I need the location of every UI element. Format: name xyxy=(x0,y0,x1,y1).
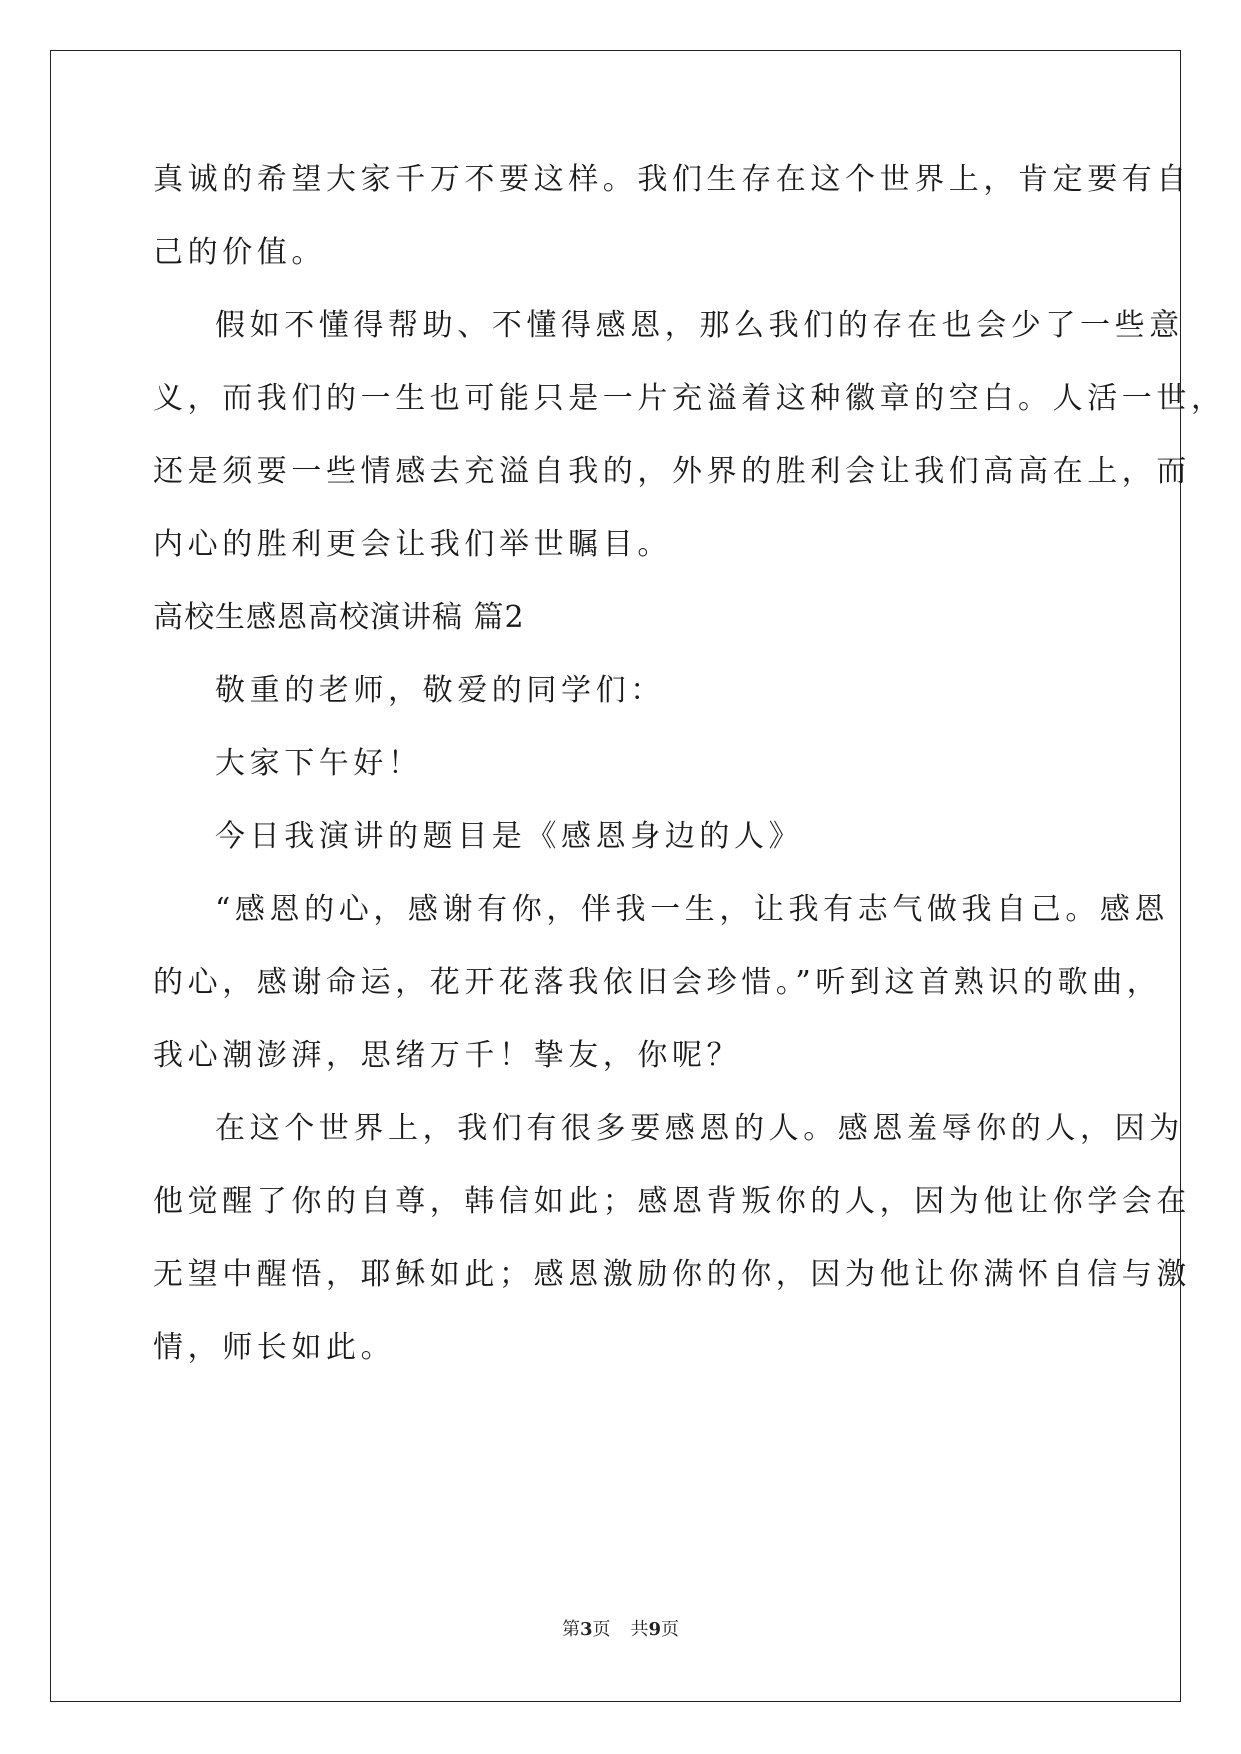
text-line: 己的价值。 xyxy=(153,235,326,270)
footer-prefix: 第 xyxy=(561,1619,580,1640)
text-line: 的心，感谢命运，花开花落我依旧会珍惜。”听到这首熟识的歌曲， xyxy=(153,965,1162,1000)
total-page-number: 9 xyxy=(648,1619,662,1640)
text-line: 他觉醒了你的自尊，韩信如此；感恩背叛你的人，因为他让你学会在 xyxy=(153,1184,1191,1219)
text-line: 我心潮澎湃，思绪万千！挚友，你呢？ xyxy=(153,1038,742,1073)
text-line: 今日我演讲的题目是《感恩身边的人》 xyxy=(215,819,804,854)
footer-page-suffix: 页 xyxy=(592,1619,611,1640)
text-line: 假如不懂得帮助、不懂得感恩，那么我们的存在也会少了一些意 xyxy=(215,308,1184,343)
footer-total-suffix: 页 xyxy=(661,1619,680,1640)
text-line: 在这个世界上，我们有很多要感恩的人。感恩羞辱你的人，因为 xyxy=(215,1111,1184,1146)
text-line: 无望中醒悟，耶稣如此；感恩激励你的你，因为他让你满怀自信与激 xyxy=(153,1257,1191,1292)
section-heading: 高校生感恩高校演讲稿 篇2 xyxy=(153,600,525,635)
text-line: 敬重的老师，敬爱的同学们： xyxy=(215,673,665,708)
page-border xyxy=(50,50,1181,1702)
text-line: “感恩的心，感谢有你，伴我一生，让我有志气做我自己。感恩 xyxy=(215,892,1170,927)
text-line: 真诚的希望大家千万不要这样。我们生存在这个世界上，肯定要有自 xyxy=(153,162,1191,197)
text-line: 内心的胜利更会让我们举世瞩目。 xyxy=(153,527,672,562)
current-page-number: 3 xyxy=(579,1619,593,1640)
page-footer xyxy=(0,1618,1241,1642)
text-line: 情，师长如此。 xyxy=(153,1330,396,1365)
text-line: 还是须要一些情感去充溢自我的，外界的胜利会让我们高高在上，而 xyxy=(153,454,1191,489)
text-line: 大家下午好！ xyxy=(215,746,423,781)
footer-total-prefix: 共 xyxy=(630,1619,649,1640)
text-line: 义，而我们的一生也可能只是一片充溢着这种徽章的空白。人活一世， xyxy=(153,381,1226,416)
